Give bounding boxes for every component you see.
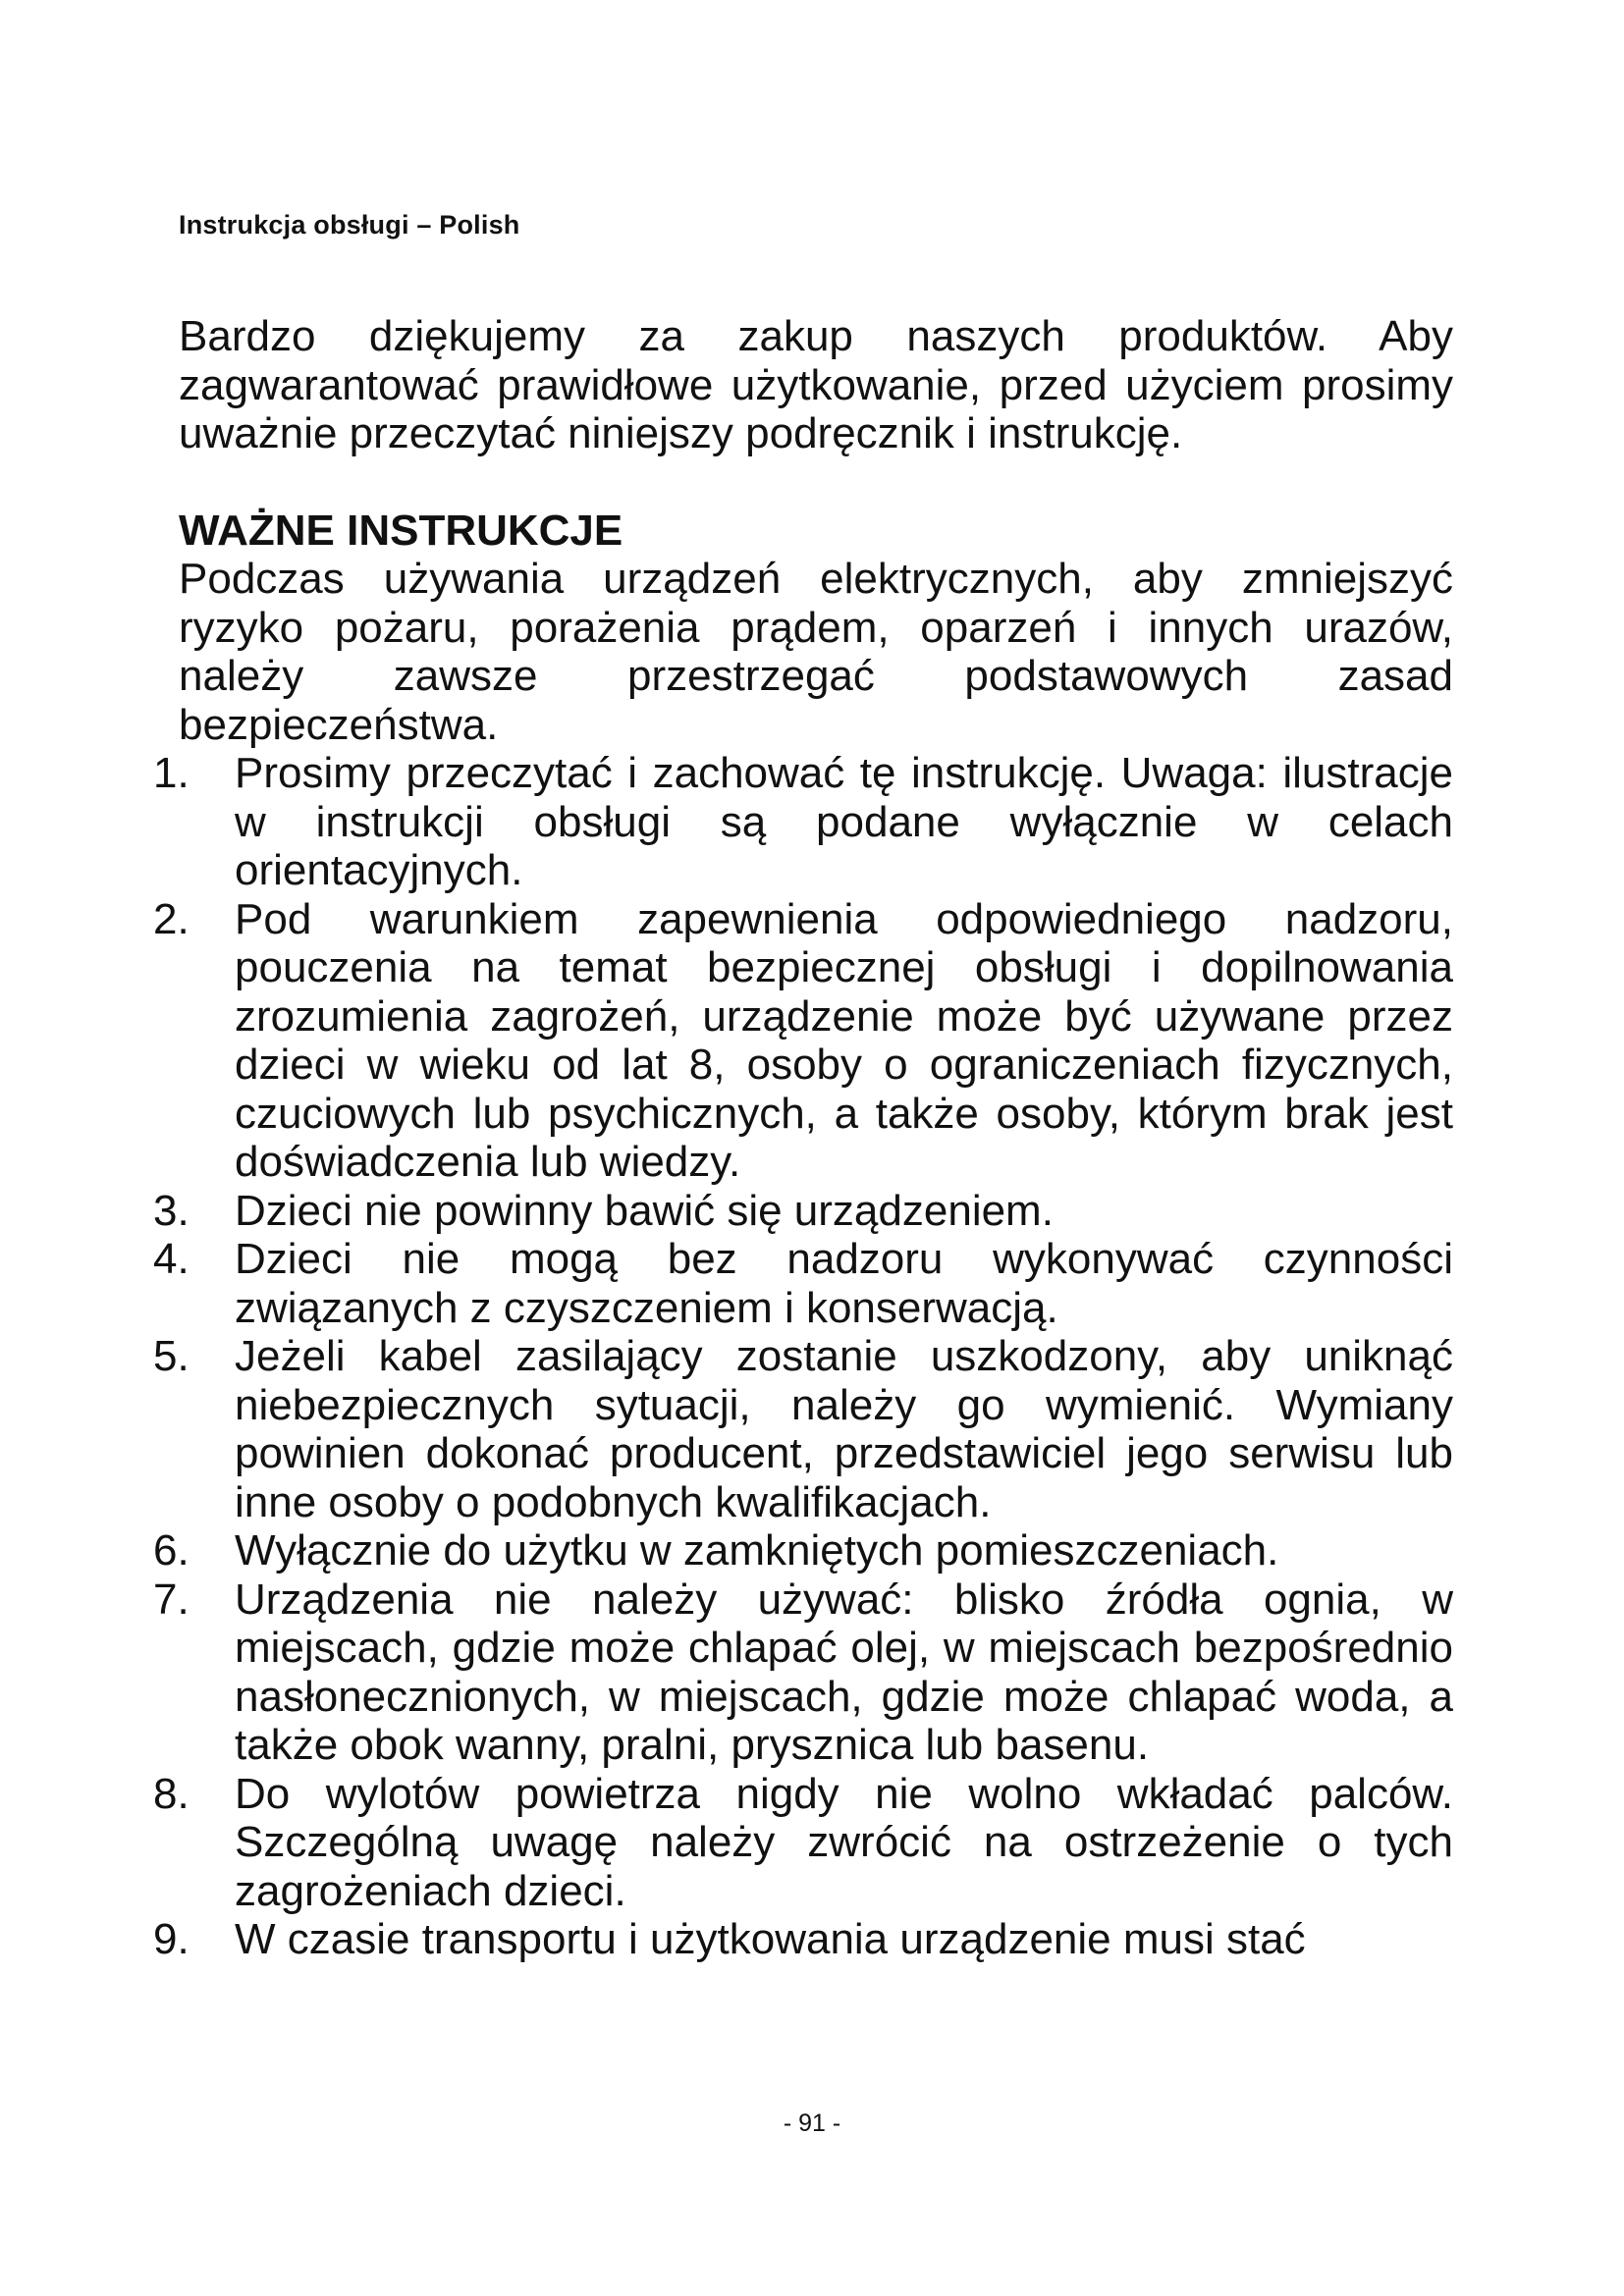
section-lead-paragraph: Podczas używania urządzeń elektrycznych, aby zmniejszyć ryzyko pożaru, porażenia prądem, oparzeń i innych urazów, należy zawsze przestrzegać podstawowych zasad bezpieczeństwa. <box>179 555 1453 749</box>
list-item-text: Wyłącznie do użytku w zamkniętych pomieszczeniach. <box>235 1526 1279 1575</box>
document-body <box>153 312 1453 1964</box>
list-item <box>153 1332 1453 1526</box>
page-number: - 91 - <box>783 2109 841 2137</box>
section-title: WAŻNE INSTRUKCJE <box>179 506 623 555</box>
running-header: Instrukcja obsługi – Polish <box>179 210 520 240</box>
list-item-text: Dzieci nie mogą bez nadzoru wykonywać czynności związanych z czyszczeniem i konserwacją. <box>235 1235 1453 1332</box>
list-item <box>153 1769 1453 1916</box>
list-item-number: 7. <box>153 1575 189 1624</box>
list-item-text: Do wylotów powietrza nigdy nie wolno wkładać palców. Szczególną uwagę należy zwrócić na ostrzeżenie o tych zagrożeniach dzieci. <box>235 1769 1453 1915</box>
intro-paragraph: Bardzo dziękujemy za zakup naszych produktów. Aby zagwarantować prawidłowe użytkowanie, przed użyciem prosimy uważnie przeczytać niniejszy podręcznik i instrukcję. <box>179 312 1453 457</box>
list-item <box>153 894 1453 1187</box>
list-item-number: 2. <box>153 894 189 943</box>
list-item-text: Pod warunkiem zapewnienia odpowiedniego nadzoru, pouczenia na temat bezpiecznej obsługi i dopilnowania zrozumienia zagrożeń, urządzenie może być używane przez dzieci w wieku od lat 8, osoby o ograniczeniach fizycznych, czuciowych lub psychicznych, a także osoby, którym brak jest doświadczenia lub wiedzy. <box>235 894 1453 1186</box>
list-item-text: Urządzenia nie należy używać: blisko źródła ognia, w miejscach, gdzie może chlapać olej, w miejscach bezpośrednio nasłonecznionych, w miejscach, gdzie może chlapać woda, a także obok wanny, pralni, prysznica lub basenu. <box>235 1575 1453 1769</box>
list-item-text: Prosimy przeczytać i zachować tę instrukcję. Uwaga: ilustracje w instrukcji obsługi są podane wyłącznie w celach orientacyjnych. <box>235 749 1453 894</box>
instruction-list <box>153 749 1453 1964</box>
list-item-number: 9. <box>153 1915 189 1963</box>
list-item-number: 1. <box>153 749 189 797</box>
list-item-number: 3. <box>153 1186 189 1235</box>
list-item <box>153 1186 1453 1236</box>
list-item <box>153 749 1453 895</box>
list-item-text: W czasie transportu i użytkowania urządzenie musi stać <box>235 1915 1306 1963</box>
list-item-number: 4. <box>153 1235 189 1283</box>
list-item <box>153 1915 1453 1964</box>
list-item-text: Jeżeli kabel zasilający zostanie uszkodzony, aby uniknąć niebezpiecznych sytuacji, należy go wymienić. Wymiany powinien dokonać producent, przedstawiciel jego serwisu lub inne osoby o podobnych kwalifikacjach. <box>235 1332 1453 1526</box>
list-item <box>153 1235 1453 1332</box>
list-item <box>153 1575 1453 1770</box>
list-item-text: Dzieci nie powinny bawić się urządzeniem. <box>235 1186 1054 1235</box>
list-item-number: 6. <box>153 1526 189 1575</box>
list-item <box>153 1526 1453 1575</box>
list-item-number: 8. <box>153 1769 189 1818</box>
list-item-number: 5. <box>153 1332 189 1380</box>
